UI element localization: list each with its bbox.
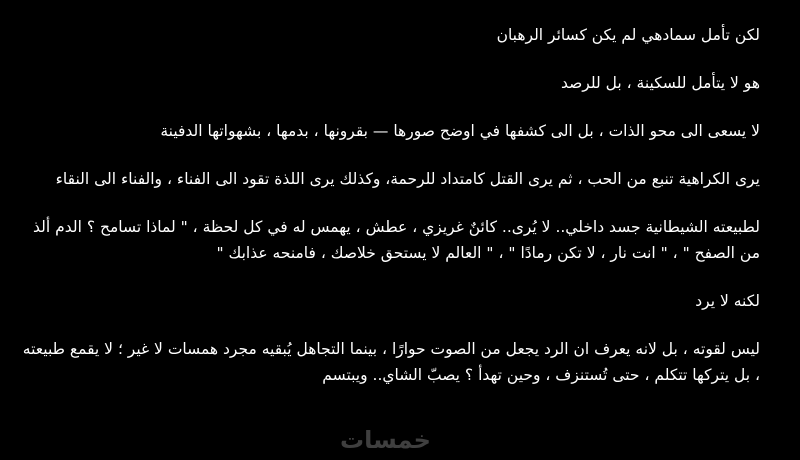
paragraph-4: يرى الكراهية تنبع من الحب ، ثم يرى القتل كامتداد للرحمة، وكذلك يرى اللذة تقود الى الفناء ، والفناء الى النقاء xyxy=(55,170,760,188)
document-body xyxy=(16,22,760,410)
paragraph-5: لطبيعته الشيطانية جسد داخلي.. لا يُرى.. كائنٌ غريزي ، عطش ، يهمس له في كل لحظة ، " لماذا تسامح ؟ الدم ألذ من الصفح " ، " انت نار ، لا تكن رمادًا " ، " العالم لا يستحق خلاصك ، فامنحه عذابك " xyxy=(33,218,760,262)
watermark-logo: خمسات xyxy=(340,426,431,454)
paragraph-6: لكنه لا يرد xyxy=(695,292,760,310)
paragraph-2: هو لا يتأمل للسكينة ، بل للرصد xyxy=(560,74,760,92)
paragraph-7: ليس لقوته ، بل لانه يعرف ان الرد يجعل من الصوت حوارًا ، بينما التجاهل يُبقيه مجرد همسات لا غير ؛ لا يقمع طبيعته ، بل يتركها تتكلم ، حتى تُستنزف ، وحين تهدأ ؟ يصبّ الشاي.. ويبتسم xyxy=(22,340,760,384)
paragraph-1: لكن تأمل سمادهي لم يكن كسائر الرهبان xyxy=(496,26,760,44)
paragraph-3: لا يسعى الى محو الذات ، بل الى كشفها في اوضح صورها — بقرونها ، بدمها ، بشهواتها الدفينة xyxy=(160,122,760,140)
